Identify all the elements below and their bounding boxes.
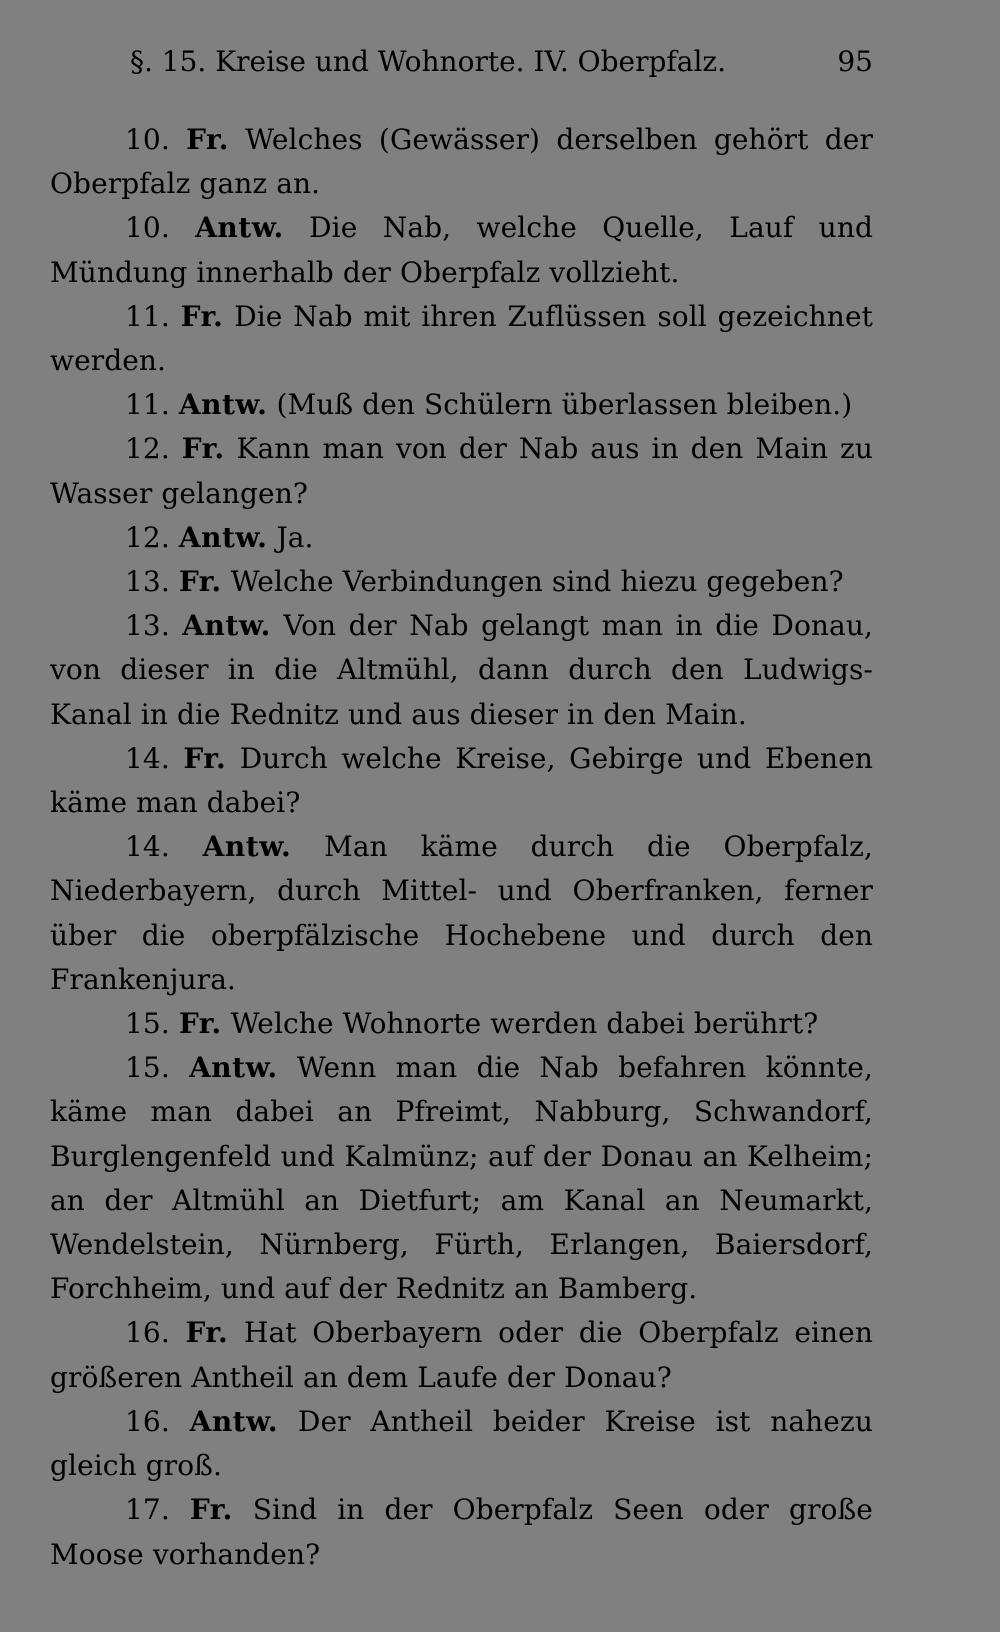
entry-number: 16. xyxy=(125,1316,170,1350)
question-12 xyxy=(50,427,873,515)
answer-16 xyxy=(50,1400,873,1488)
entry-number: 14. xyxy=(125,830,170,864)
answer-11 xyxy=(50,383,873,427)
entry-number: 15. xyxy=(125,1007,170,1041)
entry-number: 11. xyxy=(125,388,170,422)
entry-number: 11. xyxy=(125,299,170,333)
answer-10 xyxy=(50,206,873,294)
entry-text: (Muß den Schülern überlassen bleiben.) xyxy=(276,388,853,422)
entry-number: 16. xyxy=(125,1404,170,1438)
entry-text: Von der Nab gelangt man in die Donau, von dieser in die Altmühl, dann durch den Ludwigs-Kanal in die Rednitz und aus dieser in den Main. xyxy=(50,609,873,731)
entry-text: Der Antheil beider Kreise ist nahezu gleich groß. xyxy=(50,1404,873,1483)
question-10 xyxy=(50,118,873,206)
entry-number: 12. xyxy=(125,520,170,554)
page-number: 95 xyxy=(837,45,873,78)
running-head xyxy=(50,40,873,84)
entry-text: Welche Wohnorte werden dabei berührt? xyxy=(230,1007,819,1041)
entry-label: Antw. xyxy=(195,211,284,245)
entry-number: 13. xyxy=(125,609,170,643)
entry-label: Antw. xyxy=(202,830,292,864)
entry-text: Man käme durch die Oberpfalz, Niederbayern, durch Mittel- und Oberfranken, ferner über die oberpfälzische Hochebene und durch den Frankenjura. xyxy=(50,830,873,996)
entry-number: 10. xyxy=(125,123,170,156)
entry-text: Hat Oberbayern oder die Oberpfalz einen größeren Antheil an dem Laufe der Donau? xyxy=(50,1316,873,1394)
entry-text: Welches (Gewässer) derselben gehört der Oberpfalz ganz an. xyxy=(50,123,873,201)
entry-text: Kann man von der Nab aus in den Main zu Wasser gelangen? xyxy=(50,432,873,510)
entry-label: Fr. xyxy=(189,1493,233,1527)
entry-label: Fr. xyxy=(178,1007,222,1041)
entry-label: Fr. xyxy=(178,565,222,599)
question-14 xyxy=(50,737,873,825)
entry-label: Antw. xyxy=(189,1051,278,1085)
entry-label: Antw. xyxy=(189,1404,279,1438)
entry-number: 12. xyxy=(125,432,170,466)
entry-label: Fr. xyxy=(185,1316,229,1350)
entry-number: 17. xyxy=(125,1493,170,1527)
entry-text: Sind in der Oberpfalz Seen oder große Moose vorhanden? xyxy=(50,1493,873,1571)
entry-label: Antw. xyxy=(182,609,271,643)
entry-label: Fr. xyxy=(180,299,224,333)
entry-number: 13. xyxy=(125,565,170,599)
entry-number: 15. xyxy=(125,1051,170,1085)
entry-label: Fr. xyxy=(183,741,227,775)
entry-text: Ja. xyxy=(276,520,314,554)
section-title: §. 15. Kreise und Wohnorte. IV. Oberpfalz. xyxy=(130,45,727,78)
answer-15 xyxy=(50,1046,873,1311)
entry-text: Durch welche Kreise, Gebirge und Ebenen käme man dabei? xyxy=(50,741,873,820)
entry-label: Fr. xyxy=(186,123,229,156)
question-11 xyxy=(50,295,873,383)
entry-text: Die Nab, welche Quelle, Lauf und Mündung innerhalb der Oberpfalz vollzieht. xyxy=(50,211,873,289)
answer-12 xyxy=(50,516,873,560)
qa-list xyxy=(50,118,873,1577)
entry-text: Welche Verbindungen sind hiezu gegeben? xyxy=(230,565,844,599)
answer-13 xyxy=(50,604,873,737)
question-15 xyxy=(50,1002,873,1046)
answer-14 xyxy=(50,825,873,1002)
entry-number: 14. xyxy=(125,741,170,775)
question-17 xyxy=(50,1488,873,1576)
question-16 xyxy=(50,1311,873,1399)
question-13 xyxy=(50,560,873,604)
entry-text: Wenn man die Nab befahren könnte, käme man dabei an Pfreimt, Nabburg, Schwandorf, Burglengenfeld und Kalmünz; auf der Donau an Kelheim; an der Altmühl an Dietfurt; am Kanal an Neumarkt, Wendelstein, Nürnberg, Fürth, Erlangen, Baiersdorf, Forchheim, und auf der Rednitz an Bamberg. xyxy=(50,1051,873,1306)
entry-label: Antw. xyxy=(178,520,268,554)
book-page xyxy=(50,40,873,1577)
entry-label: Fr. xyxy=(181,432,225,466)
entry-text: Die Nab mit ihren Zuflüssen soll gezeichnet werden. xyxy=(50,299,873,378)
entry-number: 10. xyxy=(125,211,170,245)
entry-label: Antw. xyxy=(178,388,268,422)
